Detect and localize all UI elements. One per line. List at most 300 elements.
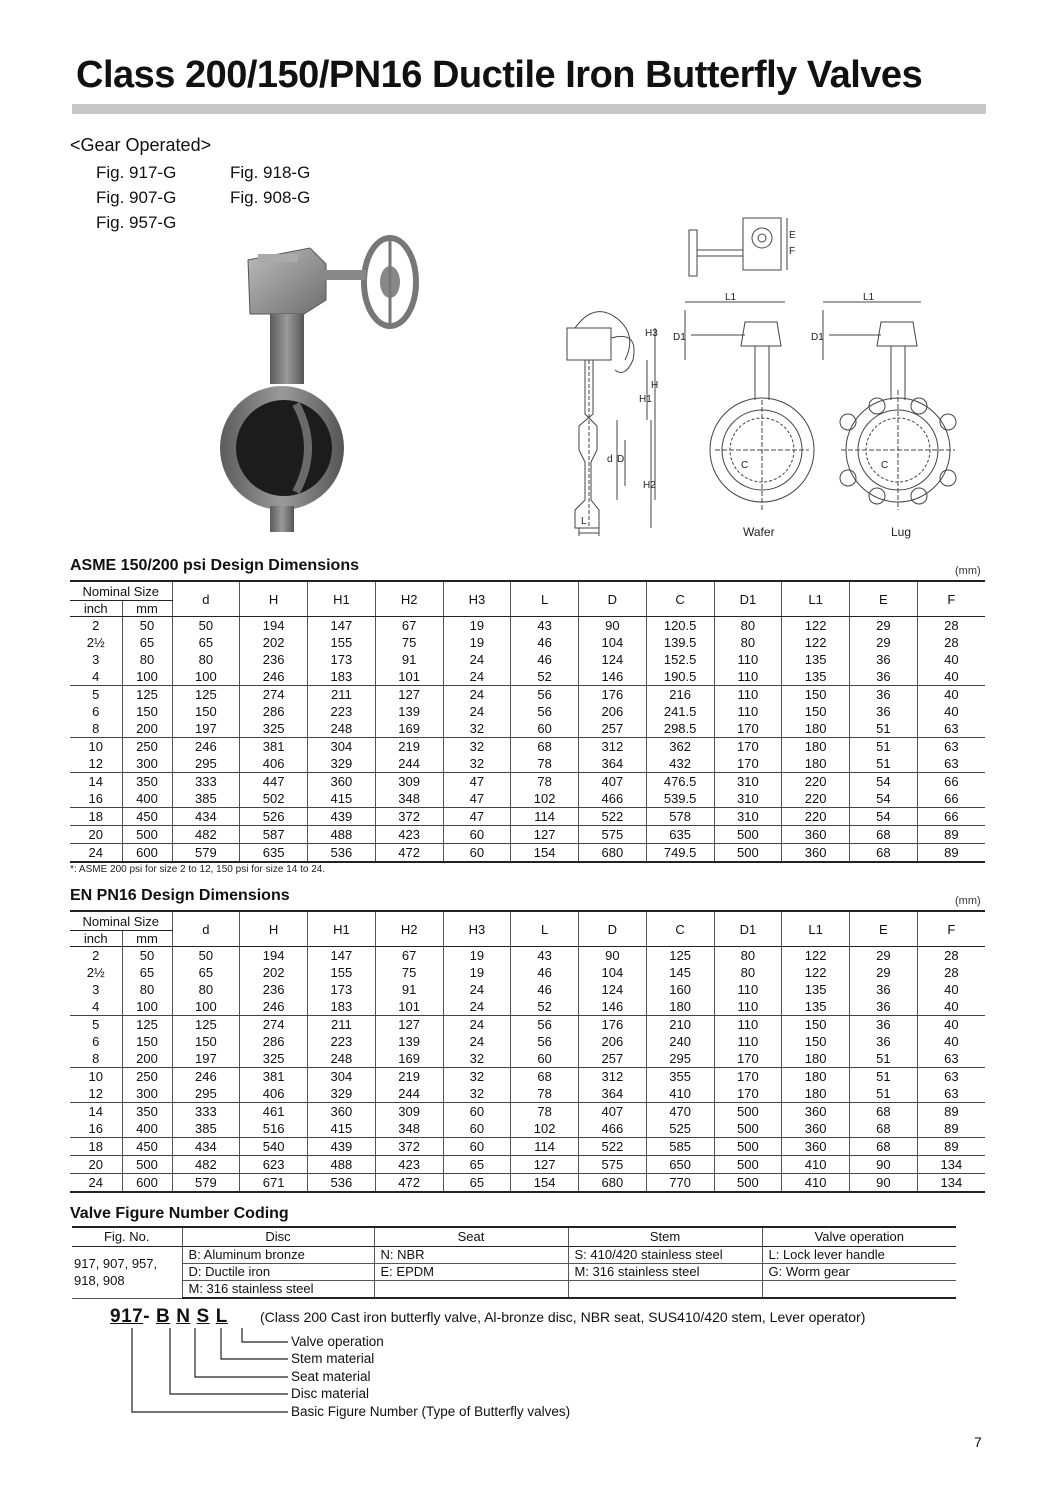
table-cell: 364: [579, 755, 647, 773]
table-cell: 407: [579, 773, 647, 791]
table-cell: 24: [443, 668, 511, 686]
column-header: H1: [308, 581, 376, 617]
table-cell: 635: [240, 844, 308, 863]
table-cell: 176: [579, 686, 647, 704]
table-cell: 600: [122, 844, 172, 863]
page-title: Class 200/150/PN16 Ductile Iron Butterfly Valves: [76, 54, 923, 96]
table-row: [70, 826, 985, 844]
table-cell: 300: [122, 755, 172, 773]
coding-cell: M: 316 stainless steel: [182, 1281, 374, 1299]
dim-label: F: [789, 246, 796, 257]
table-row: [70, 947, 985, 965]
table-cell: 18: [70, 1138, 122, 1156]
table-cell: 295: [172, 1085, 240, 1103]
table-cell: 180: [782, 720, 850, 738]
table-cell: 135: [782, 981, 850, 998]
table-row: [70, 998, 985, 1016]
table-cell: 46: [511, 634, 579, 651]
table-cell: 28: [917, 947, 985, 965]
table-cell: 180: [782, 1068, 850, 1086]
table-cell: 155: [308, 634, 376, 651]
table-cell: 16: [70, 1120, 122, 1138]
table-cell: 500: [714, 1120, 782, 1138]
table-cell: 516: [240, 1120, 308, 1138]
column-header: L1: [782, 911, 850, 947]
table-row: [70, 686, 985, 704]
table-cell: 650: [646, 1156, 714, 1174]
table-cell: 127: [375, 686, 443, 704]
table-cell: 104: [579, 964, 647, 981]
table-cell: 68: [850, 826, 918, 844]
coding-cell: M: 316 stainless steel: [568, 1264, 762, 1281]
table-cell: 410: [782, 1156, 850, 1174]
table-cell: 360: [782, 1120, 850, 1138]
legend-item: Disc material: [291, 1386, 370, 1401]
table-cell: 223: [308, 703, 376, 720]
table-cell: 80: [714, 947, 782, 965]
table-cell: 102: [511, 790, 579, 808]
table-cell: 80: [714, 964, 782, 981]
dim-label: H3: [645, 328, 658, 339]
table-cell: 110: [714, 1016, 782, 1034]
table-cell: 472: [375, 844, 443, 863]
table-cell: 219: [375, 1068, 443, 1086]
table-cell: 8: [70, 720, 122, 738]
table-cell: 360: [782, 1138, 850, 1156]
column-header: H: [240, 581, 308, 617]
table-cell: 10: [88, 1069, 103, 1084]
table-cell: 476.5: [646, 773, 714, 791]
table-cell: 51: [850, 720, 918, 738]
table-cell: 40: [917, 703, 985, 720]
table-cell: 65: [443, 1156, 511, 1174]
table-cell: 381: [240, 738, 308, 756]
table-cell: 40: [917, 998, 985, 1016]
table-row: [70, 1085, 985, 1103]
table-cell: 578: [646, 808, 714, 826]
table-cell: 362: [646, 738, 714, 756]
table-cell: 2½: [86, 635, 105, 650]
table-cell: 295: [172, 755, 240, 773]
table-cell: 220: [782, 808, 850, 826]
table-cell: 102: [511, 1120, 579, 1138]
table-cell: 286: [240, 703, 308, 720]
column-header: H2: [375, 581, 443, 617]
dim-label: H2: [643, 480, 656, 491]
table-row: [70, 1138, 985, 1156]
asme-heading: ASME 150/200 psi Design Dimensions: [70, 557, 359, 574]
dim-label: C: [881, 460, 889, 471]
code-op: L: [215, 1306, 228, 1327]
table-cell: 526: [240, 808, 308, 826]
table-cell: 406: [240, 1085, 308, 1103]
table-cell: 310: [714, 808, 782, 826]
table-cell: 40: [917, 686, 985, 704]
table-cell: 350: [122, 773, 172, 791]
table-cell: 310: [714, 773, 782, 791]
table-cell: 173: [308, 651, 376, 668]
table-cell: 183: [308, 668, 376, 686]
table-cell: 169: [375, 1050, 443, 1068]
table-cell: 439: [308, 808, 376, 826]
table-cell: 173: [308, 981, 376, 998]
table-cell: 202: [240, 634, 308, 651]
table-cell: 180: [646, 998, 714, 1016]
coding-header: Seat: [374, 1227, 568, 1247]
table-cell: 135: [782, 668, 850, 686]
table-cell: 32: [443, 1068, 511, 1086]
en-dimensions-table: [70, 910, 985, 1193]
table-cell: 89: [917, 826, 985, 844]
table-cell: 66: [917, 773, 985, 791]
table-cell: 183: [308, 998, 376, 1016]
table-cell: 43: [511, 947, 579, 965]
table-row: [70, 703, 985, 720]
table-cell: 439: [308, 1138, 376, 1156]
table-cell: 304: [308, 738, 376, 756]
table-cell: 155: [308, 964, 376, 981]
table-cell: 122: [782, 947, 850, 965]
table-cell: 40: [917, 1033, 985, 1050]
table-cell: 236: [240, 651, 308, 668]
table-cell: 575: [579, 1156, 647, 1174]
table-cell: 139: [375, 1033, 443, 1050]
table-cell: 60: [443, 826, 511, 844]
table-cell: 90: [579, 947, 647, 965]
table-cell: 286: [240, 1033, 308, 1050]
table-cell: 46: [511, 651, 579, 668]
table-cell: 125: [122, 1016, 172, 1034]
table-cell: 114: [511, 808, 579, 826]
column-header: d: [172, 911, 240, 947]
table-cell: 29: [850, 964, 918, 981]
table-cell: 24: [70, 844, 122, 863]
table-cell: 90: [850, 1156, 918, 1174]
table-cell: 24: [443, 1016, 511, 1034]
table-cell: 36: [850, 686, 918, 704]
dim-label: L1: [725, 292, 737, 303]
table-cell: 360: [308, 773, 376, 791]
table-cell: 2½: [86, 965, 105, 980]
column-header: H3: [443, 911, 511, 947]
table-cell: 19: [443, 617, 511, 635]
table-cell: 90: [579, 617, 647, 635]
table-cell: 240: [646, 1033, 714, 1050]
table-cell: 124: [579, 981, 647, 998]
dimension-drawing: [555, 210, 985, 550]
table-row: [70, 755, 985, 773]
table-cell: 114: [511, 1138, 579, 1156]
table-cell: 120.5: [646, 617, 714, 635]
table-cell: 150: [782, 703, 850, 720]
table-cell: 150: [172, 1033, 240, 1050]
table-cell: 300: [122, 1085, 172, 1103]
table-cell: 407: [579, 1103, 647, 1121]
table-cell: 623: [240, 1156, 308, 1174]
table-cell: 333: [172, 773, 240, 791]
table-cell: 372: [375, 1138, 443, 1156]
table-cell: 385: [172, 790, 240, 808]
table-cell: 154: [511, 1174, 579, 1193]
coding-cell: E: EPDM: [374, 1264, 568, 1281]
legend-item: Stem material: [291, 1351, 375, 1366]
table-cell: 68: [850, 844, 918, 863]
table-cell: 500: [714, 826, 782, 844]
table-cell: 68: [850, 1120, 918, 1138]
legend-item: Seat material: [291, 1369, 371, 1384]
table-cell: 500: [714, 1103, 782, 1121]
en-heading: EN PN16 Design Dimensions: [70, 887, 290, 904]
table-cell: 482: [172, 1156, 240, 1174]
table-cell: 145: [646, 964, 714, 981]
table-cell: 274: [240, 686, 308, 704]
table-cell: 500: [714, 1156, 782, 1174]
table-cell: 122: [782, 964, 850, 981]
table-cell: 63: [917, 1050, 985, 1068]
table-cell: 14: [88, 774, 103, 789]
table-cell: 219: [375, 738, 443, 756]
dim-label: C: [741, 460, 749, 471]
table-cell: 180: [782, 1050, 850, 1068]
code-stem: S: [196, 1306, 210, 1327]
table-cell: 3: [92, 982, 100, 997]
table-cell: 101: [375, 998, 443, 1016]
dim-label: H1: [639, 394, 652, 405]
table-cell: 170: [714, 720, 782, 738]
table-cell: 432: [646, 755, 714, 773]
table-cell: 522: [579, 1138, 647, 1156]
table-row: [70, 1174, 985, 1193]
table-cell: 100: [122, 998, 172, 1016]
table-cell: 67: [375, 617, 443, 635]
table-cell: 329: [308, 1085, 376, 1103]
table-cell: 12: [70, 755, 122, 773]
table-cell: 89: [917, 1138, 985, 1156]
table-cell: 89: [917, 844, 985, 863]
column-header: H3: [443, 581, 511, 617]
table-cell: 63: [917, 1085, 985, 1103]
table-cell: 2: [92, 948, 100, 963]
table-cell: 60: [443, 1120, 511, 1138]
table-cell: 211: [308, 686, 376, 704]
en-unit: (mm): [955, 895, 981, 907]
table-cell: 139.5: [646, 634, 714, 651]
table-cell: 110: [714, 981, 782, 998]
table-cell: 78: [511, 1103, 579, 1121]
title-underline-bar: [72, 104, 986, 114]
table-row: [70, 1016, 985, 1034]
table-cell: 24: [443, 1033, 511, 1050]
table-cell: 350: [122, 1103, 172, 1121]
dim-label: L1: [863, 292, 875, 303]
table-row: [70, 738, 985, 756]
table-cell: 66: [917, 790, 985, 808]
table-cell: 536: [308, 1174, 376, 1193]
table-cell: 635: [646, 826, 714, 844]
table-cell: 536: [308, 844, 376, 863]
page-number: 7: [974, 1434, 982, 1450]
table-cell: 4: [70, 998, 122, 1016]
table-cell: 472: [375, 1174, 443, 1193]
table-cell: 46: [511, 964, 579, 981]
table-cell: 12: [70, 1085, 122, 1103]
table-cell: 150: [782, 686, 850, 704]
table-cell: 6: [92, 704, 100, 719]
table-cell: 295: [646, 1050, 714, 1068]
table-cell: 160: [646, 981, 714, 998]
table-cell: 110: [714, 686, 782, 704]
table-cell: 8: [70, 1050, 122, 1068]
table-cell: 329: [308, 755, 376, 773]
table-cell: 539.5: [646, 790, 714, 808]
table-row: [70, 808, 985, 826]
table-cell: 585: [646, 1138, 714, 1156]
column-header: D: [579, 911, 647, 947]
mm-header: mm: [122, 601, 172, 617]
table-cell: 68: [511, 738, 579, 756]
table-cell: 194: [240, 947, 308, 965]
table-cell: 415: [308, 790, 376, 808]
table-cell: 36: [850, 668, 918, 686]
coding-header: Stem: [568, 1227, 762, 1247]
table-cell: 200: [122, 720, 172, 738]
table-cell: 29: [850, 634, 918, 651]
table-cell: 223: [308, 1033, 376, 1050]
coding-cell: D: Ductile iron: [182, 1264, 374, 1281]
table-cell: 122: [782, 634, 850, 651]
table-cell: 90: [850, 1174, 918, 1193]
table-cell: 36: [850, 1033, 918, 1050]
figure-item: Fig. 908-G: [230, 188, 311, 207]
table-cell: 36: [850, 998, 918, 1016]
coding-cell: B: Aluminum bronze: [182, 1247, 374, 1264]
column-header: E: [850, 911, 918, 947]
table-cell: 54: [850, 773, 918, 791]
table-cell: 450: [122, 1138, 172, 1156]
table-cell: 125: [122, 686, 172, 704]
figure-item: Fig. 907-G: [96, 188, 177, 207]
table-cell: 236: [240, 981, 308, 998]
table-cell: 24: [443, 998, 511, 1016]
table-cell: 24: [443, 686, 511, 704]
figure-item: Fig. 917-G: [96, 163, 177, 182]
nominal-size-header: Nominal Size: [70, 581, 172, 601]
legend-item: Valve operation: [291, 1334, 384, 1349]
table-cell: 110: [714, 703, 782, 720]
table-cell: 500: [122, 826, 172, 844]
table-cell: 680: [579, 1174, 647, 1193]
coding-heading: Valve Figure Number Coding: [70, 1205, 289, 1222]
fig-no-line: 917, 907, 957,: [74, 1256, 158, 1272]
table-cell: 180: [782, 738, 850, 756]
inch-header: inch: [70, 931, 122, 947]
example-code: [110, 1306, 234, 1328]
table-cell: 40: [917, 981, 985, 998]
table-cell: 250: [122, 738, 172, 756]
table-cell: 127: [511, 1156, 579, 1174]
figure-item: Fig. 918-G: [230, 163, 311, 182]
table-cell: 104: [579, 634, 647, 651]
column-header: C: [646, 911, 714, 947]
table-cell: 40: [917, 651, 985, 668]
table-cell: 502: [240, 790, 308, 808]
table-cell: 24: [443, 703, 511, 720]
table-cell: 51: [850, 1068, 918, 1086]
dim-label: D: [617, 454, 625, 465]
table-cell: 127: [511, 826, 579, 844]
table-cell: 522: [579, 808, 647, 826]
table-cell: 29: [850, 947, 918, 965]
column-header: F: [917, 911, 985, 947]
table-cell: 32: [443, 755, 511, 773]
table-cell: 32: [443, 1050, 511, 1068]
table-cell: 78: [511, 755, 579, 773]
table-cell: 14: [88, 1104, 103, 1119]
asme-unit: (mm): [955, 565, 981, 577]
table-cell: 4: [70, 668, 122, 686]
coding-cell: [568, 1281, 762, 1299]
asme-dimensions-table: [70, 580, 985, 863]
table-cell: 47: [443, 808, 511, 826]
table-cell: 180: [782, 1085, 850, 1103]
table-row: [70, 617, 985, 635]
table-cell: 40: [917, 1016, 985, 1034]
table-cell: 250: [122, 1068, 172, 1086]
example-description: (Class 200 Cast iron butterfly valve, Al-bronze disc, NBR seat, SUS410/420 stem, Lever operator): [260, 1309, 866, 1325]
gear-operated-heading: <Gear Operated>: [70, 135, 212, 155]
code-sep: -: [143, 1306, 151, 1327]
coding-cell: [762, 1281, 956, 1299]
table-cell: 434: [172, 1138, 240, 1156]
table-cell: 579: [172, 844, 240, 863]
coding-cell: S: 410/420 stainless steel: [568, 1247, 762, 1264]
table-cell: 385: [172, 1120, 240, 1138]
table-cell: 36: [850, 1016, 918, 1034]
column-header: L1: [782, 581, 850, 617]
table-cell: 197: [172, 1050, 240, 1068]
table-cell: 146: [579, 668, 647, 686]
table-cell: 3: [92, 652, 100, 667]
table-cell: 325: [240, 720, 308, 738]
column-header: L: [511, 581, 579, 617]
table-cell: 202: [240, 964, 308, 981]
fig-no-line: 918, 908: [74, 1273, 125, 1289]
table-cell: 309: [375, 1103, 443, 1121]
table-cell: 65: [172, 634, 240, 651]
table-cell: 68: [850, 1103, 918, 1121]
table-cell: 32: [443, 1085, 511, 1103]
table-cell: 244: [375, 1085, 443, 1103]
table-cell: 65: [122, 964, 172, 981]
table-cell: 241.5: [646, 703, 714, 720]
lug-caption: Lug: [891, 525, 912, 539]
table-cell: 124: [579, 651, 647, 668]
table-cell: 381: [240, 1068, 308, 1086]
table-cell: 170: [714, 1085, 782, 1103]
table-cell: 78: [511, 1085, 579, 1103]
table-cell: 194: [240, 617, 308, 635]
table-cell: 24: [443, 651, 511, 668]
mm-header: mm: [122, 931, 172, 947]
table-cell: 150: [122, 1033, 172, 1050]
column-header: L: [511, 911, 579, 947]
column-header: C: [646, 581, 714, 617]
table-cell: 309: [375, 773, 443, 791]
inch-header: inch: [70, 601, 122, 617]
table-cell: 600: [122, 1174, 172, 1193]
table-cell: 400: [122, 1120, 172, 1138]
table-cell: 110: [714, 668, 782, 686]
